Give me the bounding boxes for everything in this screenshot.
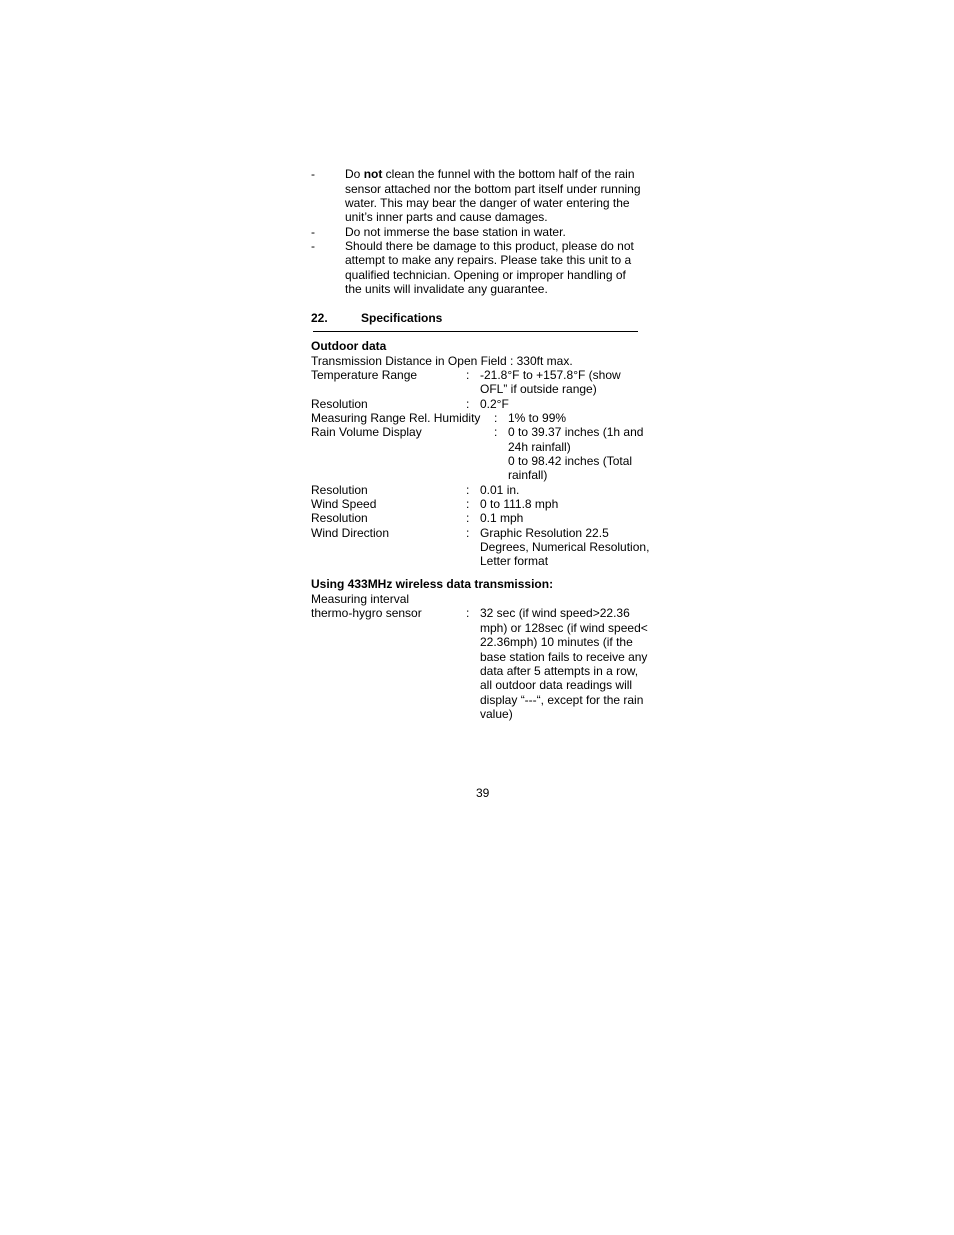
spec-value: 1% to 99% [508, 411, 567, 425]
wireless-heading: Using 433MHz wireless data transmission: [311, 577, 554, 591]
bullet-text: unit’s inner parts and cause damages. [345, 210, 548, 224]
spec-value: -21.8°F to +157.8°F (show [480, 368, 621, 382]
bullet-text: water. This may bear the danger of water entering the [345, 196, 630, 210]
spec-colon: : [466, 397, 470, 411]
outdoor-heading: Outdoor data [311, 339, 387, 353]
spec-label: Resolution [311, 483, 368, 497]
spec-value: base station fails to receive any [480, 650, 648, 664]
spec-value: mph) or 128sec (if wind speed< [480, 621, 648, 635]
transmission-distance: Transmission Distance in Open Field : 330ft max. [311, 354, 573, 368]
spec-colon: : [466, 483, 470, 497]
spec-value: Graphic Resolution 22.5 [480, 526, 609, 540]
spec-value: all outdoor data readings will [480, 678, 633, 692]
bullet-text: Do not clean the funnel with the bottom half of the rain [345, 167, 635, 181]
section-number: 22. [311, 311, 328, 325]
spec-colon: : [466, 497, 470, 511]
spec-value: Degrees, Numerical Resolution, [480, 540, 650, 554]
spec-value: 24h rainfall) [508, 440, 571, 454]
bullet-text: Do not immerse the base station in water. [345, 225, 566, 239]
spec-label: thermo-hygro sensor [311, 606, 422, 620]
spec-value: 0.2°F [480, 397, 509, 411]
spec-value: 0 to 111.8 mph [480, 497, 559, 511]
spec-value: OFL” if outside range) [480, 382, 597, 396]
spec-label: Resolution [311, 397, 368, 411]
spec-label: Rain Volume Display [311, 425, 422, 439]
section-title: Specifications [361, 311, 443, 325]
spec-colon: : [494, 425, 498, 439]
bullet-dash: - [311, 239, 315, 253]
spec-colon: : [494, 411, 498, 425]
spec-label: Temperature Range [311, 368, 418, 382]
page-number: 39 [476, 786, 490, 800]
spec-value: display “---“, except for the rain [480, 693, 644, 707]
spec-label: Wind Direction [311, 526, 390, 540]
bullet-text: qualified technician. Opening or improper handling of [345, 268, 626, 282]
bullet-text: the units will invalidate any guarantee. [345, 282, 548, 296]
spec-value: value) [480, 707, 513, 721]
spec-value: Letter format [480, 554, 549, 568]
bullet-text: Should there be damage to this product, please do not [345, 239, 634, 253]
bullet-text: attempt to make any repairs. Please take this unit to a [345, 253, 632, 267]
spec-value: 32 sec (if wind speed>22.36 [480, 606, 630, 620]
section-rule [313, 331, 638, 332]
spec-colon: : [466, 526, 470, 540]
spec-label: Wind Speed [311, 497, 377, 511]
bullet-dash: - [311, 225, 315, 239]
bullet-text: sensor attached nor the bottom part itself under running [345, 182, 641, 196]
spec-colon: : [466, 511, 470, 525]
spec-value: 0.1 mph [480, 511, 524, 525]
spec-colon: : [466, 606, 470, 620]
spec-value: data after 5 attempts in a row, [480, 664, 639, 678]
spec-label: Measuring Range Rel. Humidity [311, 411, 481, 425]
spec-value: 0 to 39.37 inches (1h and [508, 425, 644, 439]
spec-value: 0.01 in. [480, 483, 520, 497]
spec-value: 22.36mph) 10 minutes (if the [480, 635, 633, 649]
spec-value: rainfall) [508, 468, 548, 482]
spec-label: Resolution [311, 511, 368, 525]
spec-colon: : [466, 368, 470, 382]
spec-label: Measuring interval [311, 592, 410, 606]
bullet-dash: - [311, 167, 315, 181]
spec-value: 0 to 98.42 inches (Total [508, 454, 633, 468]
